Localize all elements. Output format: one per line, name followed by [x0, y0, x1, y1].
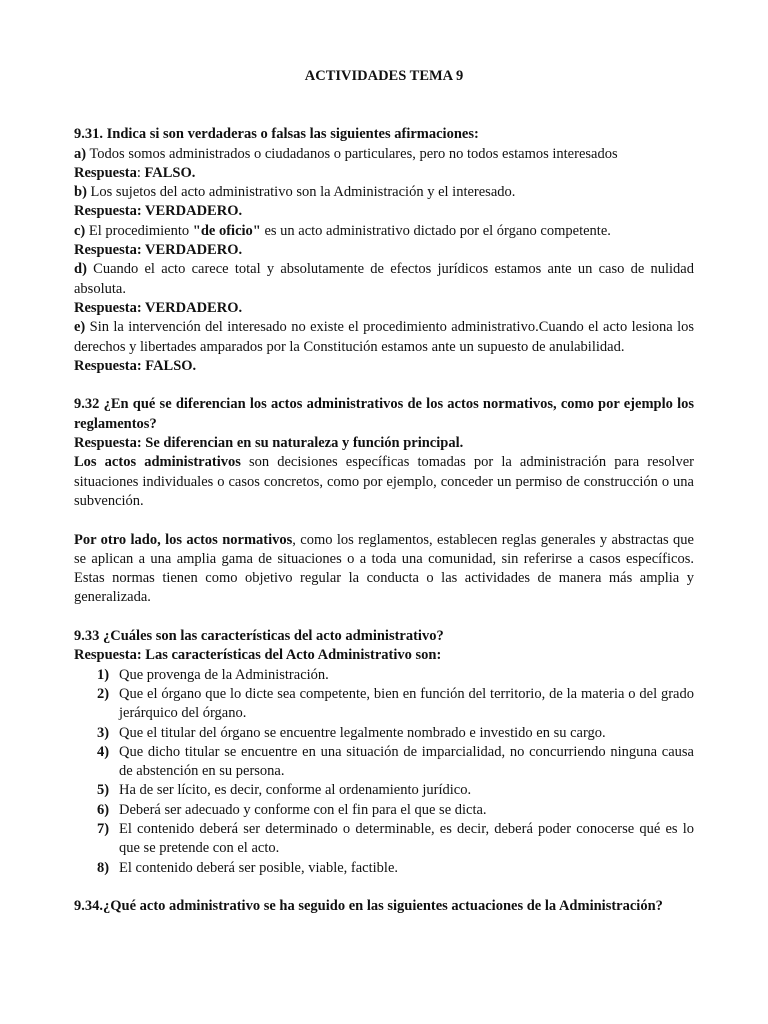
list-item	[74, 781, 694, 800]
question-9-31	[74, 125, 694, 376]
spacer	[74, 608, 694, 627]
spacer	[74, 376, 694, 395]
spacer	[74, 878, 694, 897]
list-text: El contenido deberá ser determinado o determinable, es decir, deberá poder conocerse qué es lo que se pretende con el acto.	[119, 820, 694, 857]
list-text: Deberá ser adecuado y conforme con el fin para el que se dicta.	[119, 801, 487, 818]
question-heading: 9.34.¿Qué acto administrativo se ha seguido en las siguientes actuaciones de la Administración?	[74, 898, 663, 915]
statement-text: Los sujetos del acto administrativo son la Administración y el interesado.	[86, 184, 516, 201]
paragraph-lead: Los actos administrativos	[74, 454, 241, 471]
list-number: 2)	[97, 685, 110, 702]
answer-label: Respuesta	[74, 164, 137, 181]
question-9-34	[74, 897, 694, 916]
statement-text: Sin la intervención del interesado no existe el procedimiento administrativo.Cuando el acto lesiona los derechos y libertades amparados por la Constitución estamos ante un supuesto de anulabilidad.	[74, 319, 694, 355]
page-title: ACTIVIDADES TEMA 9	[304, 68, 464, 84]
question-9-33	[74, 627, 694, 878]
paragraph-text: son decisiones específicas tomadas por la administración para resolver situaciones individuales o casos concretos, como por ejemplo, conceder un permiso de construcción o una subvención.	[74, 454, 694, 509]
paragraph-text: , como los reglamentos, establecen reglas generales y abstractas que se aplican a una amplia gama de situaciones o a toda una comunidad, sin referirse a casos específicos. Estas normas tienen como objetivo regular la conducta o las actividades de manera más amplia y generalizada.	[74, 531, 694, 606]
list-text: Ha de ser lícito, es decir, conforme al ordenamiento jurídico.	[119, 782, 472, 799]
statement-letter: e)	[74, 319, 86, 336]
answer-summary: Respuesta: Se diferencian en su naturaleza y función principal.	[74, 435, 464, 452]
statement-letter: c)	[74, 222, 86, 239]
statement-c	[74, 222, 694, 241]
answer-b: Respuesta: VERDADERO.	[74, 203, 243, 220]
statement-text: Todos somos administrados o ciudadanos o particulares, pero no todos estamos interesados	[86, 145, 618, 162]
answer-d: Respuesta: VERDADERO.	[74, 299, 243, 316]
list-text: Que el órgano que lo dicte sea competente, bien en función del territorio, de la materia o del grado jerárquico del órgano.	[119, 685, 694, 722]
spacer	[74, 511, 694, 530]
statement-letter: d)	[74, 261, 87, 278]
list-number: 5)	[97, 782, 110, 799]
list-number: 1)	[97, 666, 110, 683]
list-number: 6)	[97, 801, 110, 818]
answer-value: FALSO.	[144, 164, 196, 181]
list-number: 8)	[97, 859, 110, 876]
question-9-32	[74, 395, 694, 607]
statement-letter: a)	[74, 145, 87, 162]
answer-separator: :	[136, 164, 145, 181]
answer-e: Respuesta: FALSO.	[74, 357, 197, 374]
paragraph-lead: Por otro lado, los actos normativos	[74, 531, 293, 548]
answer-summary: Respuesta: Las características del Acto Administrativo son:	[74, 647, 442, 664]
statement-d	[74, 260, 694, 299]
answer-a	[74, 164, 694, 183]
list-item	[74, 859, 694, 878]
statement-e	[74, 318, 694, 357]
statement-b	[74, 183, 694, 202]
paragraph-administrative-acts	[74, 453, 694, 511]
statement-a	[74, 145, 694, 164]
list-item	[74, 724, 694, 743]
list-text: Que provenga de la Administración.	[119, 666, 329, 683]
characteristics-list	[74, 666, 694, 878]
question-heading: 9.31. Indica si son verdaderas o falsas las siguientes afirmaciones:	[74, 126, 479, 143]
list-item	[74, 820, 694, 859]
list-item	[74, 685, 694, 724]
statement-emphasis: "de oficio"	[192, 222, 261, 239]
list-item	[74, 666, 694, 685]
question-heading: 9.32 ¿En qué se diferencian los actos administrativos de los actos normativos, como por ejemplo los reglamentos?	[74, 396, 694, 432]
statement-text: es un acto administrativo dictado por el órgano competente.	[260, 222, 611, 239]
list-text: El contenido deberá ser posible, viable, factible.	[119, 859, 399, 876]
paragraph-normative-acts	[74, 531, 694, 608]
statement-text: El procedimiento	[85, 222, 193, 239]
list-number: 7)	[97, 820, 110, 837]
list-text: Que el titular del órgano se encuentre legalmente nombrado e investido en su cargo.	[119, 724, 606, 741]
list-text: Que dicho titular se encuentre en una situación de imparcialidad, no concurriendo ninguna causa de abstención en su persona.	[119, 743, 694, 780]
list-number: 4)	[97, 743, 110, 760]
list-item	[74, 743, 694, 782]
list-number: 3)	[97, 724, 110, 741]
list-item	[74, 801, 694, 820]
question-heading: 9.33 ¿Cuáles son las características del acto administrativo?	[74, 628, 444, 645]
statement-text: Cuando el acto carece total y absolutamente de efectos jurídicos estamos ante un caso de nulidad absoluta.	[74, 261, 694, 297]
statement-letter: b)	[74, 184, 87, 201]
answer-c: Respuesta: VERDADERO.	[74, 242, 243, 259]
